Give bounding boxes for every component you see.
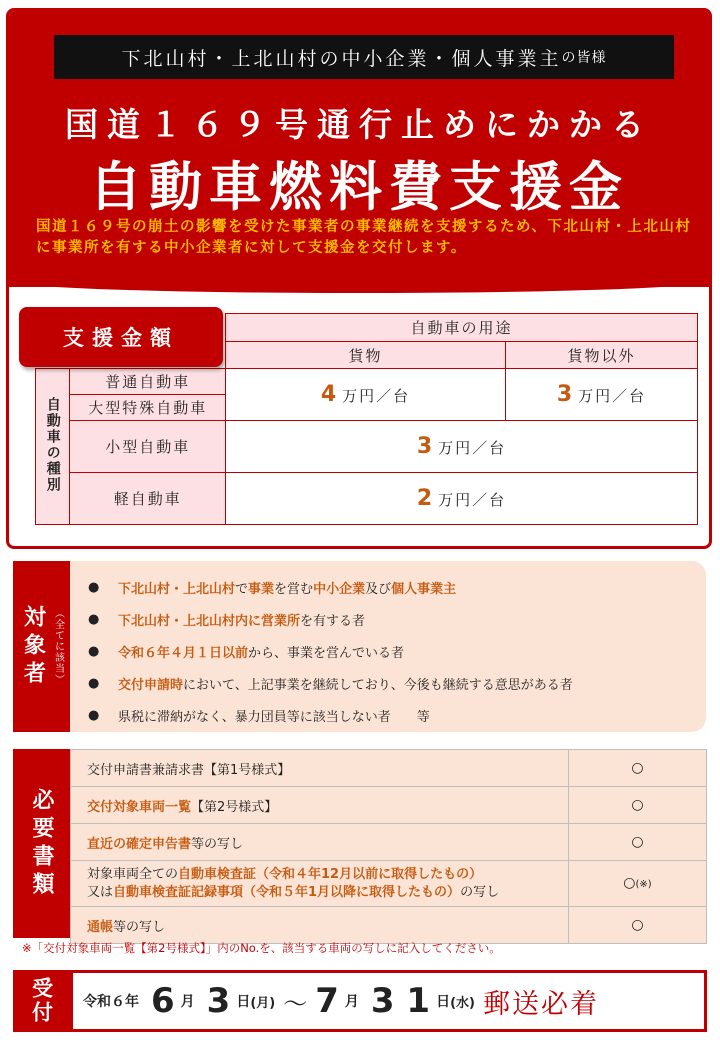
receipt-note: 郵送必着 (482, 988, 599, 1020)
intro-text: 国道１６９号の崩土の影響を受けた事業者の事業継続を支援するため、下北山村・上北山村に事業所を有する中小企業者に対して支援金を交付します。 (36, 219, 692, 256)
title-line1: 国道１６９号通行止めにかかる (65, 105, 653, 144)
price-kei-car: 2 万円／台 (226, 473, 698, 525)
top-panel (6, 8, 712, 549)
table-row: 通帳等の写し ○ (71, 907, 707, 944)
documents-table (70, 749, 707, 944)
col-non-cargo: 貨物以外 (506, 342, 698, 369)
row-kei-car: 軽自動車 (70, 473, 226, 525)
usage-header: 自動車の用途 (226, 314, 698, 342)
list-item: ● 交付申請時において、上記事業を継続しており、今後も継続する意思がある者 (88, 675, 573, 693)
table-row: 交付対象車両一覧【第2号様式】 ○ (71, 787, 707, 824)
table-row: 交付申請書兼請求書【第1号様式】 ○ (71, 750, 707, 787)
col-cargo: 貨物 (226, 342, 506, 369)
price-normal-cargo: 4 万円／台 (226, 369, 506, 421)
audience-bar (54, 35, 674, 79)
receipt-period: 令和６年 6 月 3 日 (月) ～ 7 月 3 1 日 (水) 郵送必着 (70, 970, 707, 1032)
documents-footnote: ※「交付対象車両一覧【第2号様式】」内のNo.を、該当する車両の写しに記入してください。 (22, 941, 501, 955)
page-title: 自動車燃料費支援金 (89, 157, 629, 218)
documents-label: 必要書類 (13, 749, 70, 938)
receipt-era: 令和６年 (83, 994, 139, 1010)
receipt-label: 受付 (13, 970, 70, 1032)
title-banner (9, 11, 709, 287)
list-item: ● 下北山村・上北山村で事業を営む中小企業及び個人事業主 (88, 579, 457, 597)
audience-suffix: の皆様 (561, 50, 607, 66)
table-row: 直近の確定申告書等の写し ○ (71, 824, 707, 861)
eligible-list (70, 561, 706, 732)
amount-label: 支援金額 (19, 307, 223, 367)
list-item: ● 令和６年４月１日以前から、事業を営んでいる者 (88, 643, 405, 661)
row-large-special-car: 大型特殊自動車 (70, 395, 226, 421)
row-normal-car: 普通自動車 (70, 369, 226, 395)
price-normal-non-cargo: 3 万円／台 (506, 369, 698, 421)
vehicle-type-label: 自動車の種別 (36, 369, 70, 525)
price-small-car: 3 万円／台 (226, 421, 698, 473)
audience-main: 下北山村・上北山村の中小企業・個人事業主 (121, 47, 562, 70)
list-item: ● 下北山村・上北山村内に営業所を有する者 (88, 611, 366, 629)
row-small-car: 小型自動車 (70, 421, 226, 473)
list-item: ● 県税に滞納がなく、暴力団員等に該当しない者 等 (88, 707, 430, 725)
eligible-label: 対象者 （全てに該当） (13, 561, 70, 732)
eligible-note: （全てに該当） (52, 608, 64, 685)
table-row: 対象車両全ての自動車検査証（令和４年12月以前に取得したもの） 又は自動車検査証記録事項（令和５年1月以降に取得したもの）の写し ○(※) (71, 861, 707, 907)
